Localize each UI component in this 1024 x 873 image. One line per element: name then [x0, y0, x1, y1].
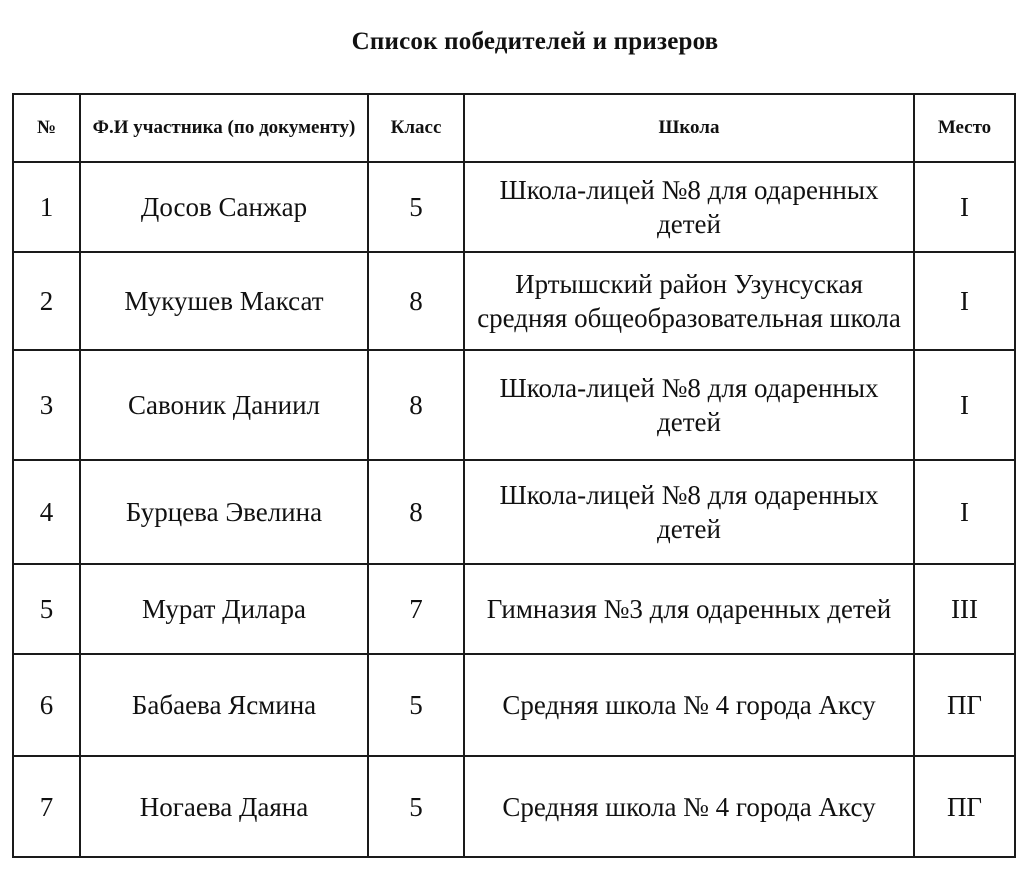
cell-place: III: [914, 564, 1015, 654]
cell-class: 5: [368, 162, 464, 252]
table-row: [13, 756, 1015, 857]
table-row: [13, 460, 1015, 564]
header-place: Место: [914, 94, 1015, 162]
table-header-row: [13, 94, 1015, 162]
cell-school: Школа-лицей №8 для одаренных детей: [464, 162, 914, 252]
table-row: [13, 162, 1015, 252]
cell-participant-name: Мурат Дилара: [80, 564, 368, 654]
cell-school: Школа-лицей №8 для одаренных детей: [464, 350, 914, 460]
cell-class: 8: [368, 350, 464, 460]
cell-number: 2: [13, 252, 80, 350]
cell-place: I: [914, 162, 1015, 252]
cell-class: 8: [368, 460, 464, 564]
cell-number: 6: [13, 654, 80, 756]
cell-participant-name: Мукушев Максат: [80, 252, 368, 350]
cell-number: 4: [13, 460, 80, 564]
cell-number: 3: [13, 350, 80, 460]
cell-participant-name: Бабаева Ясмина: [80, 654, 368, 756]
cell-place: I: [914, 252, 1015, 350]
cell-place: ПГ: [914, 654, 1015, 756]
cell-participant-name: Савоник Даниил: [80, 350, 368, 460]
cell-school: Школа-лицей №8 для одаренных детей: [464, 460, 914, 564]
cell-participant-name: Досов Санжар: [80, 162, 368, 252]
header-class: Класс: [368, 94, 464, 162]
table-row: [13, 564, 1015, 654]
header-school: Школа: [464, 94, 914, 162]
cell-school: Гимназия №3 для одаренных детей: [464, 564, 914, 654]
table-row: [13, 654, 1015, 756]
cell-participant-name: Ногаева Даяна: [80, 756, 368, 857]
cell-school: Средняя школа № 4 города Аксу: [464, 654, 914, 756]
header-participant-name: Ф.И участника (по документу): [80, 94, 368, 162]
table-row: [13, 252, 1015, 350]
cell-class: 5: [368, 654, 464, 756]
cell-class: 5: [368, 756, 464, 857]
cell-number: 5: [13, 564, 80, 654]
cell-school: Средняя школа № 4 города Аксу: [464, 756, 914, 857]
table-row: [13, 350, 1015, 460]
header-number: №: [13, 94, 80, 162]
cell-participant-name: Бурцева Эвелина: [80, 460, 368, 564]
cell-school: Иртышский район Узунсуская средняя общеобразовательная школа: [464, 252, 914, 350]
cell-place: I: [914, 350, 1015, 460]
cell-place: I: [914, 460, 1015, 564]
cell-number: 7: [13, 756, 80, 857]
cell-number: 1: [13, 162, 80, 252]
cell-class: 7: [368, 564, 464, 654]
cell-place: ПГ: [914, 756, 1015, 857]
winners-table: [12, 93, 1016, 858]
page-title: Список победителей и призеров: [351, 28, 719, 55]
cell-class: 8: [368, 252, 464, 350]
